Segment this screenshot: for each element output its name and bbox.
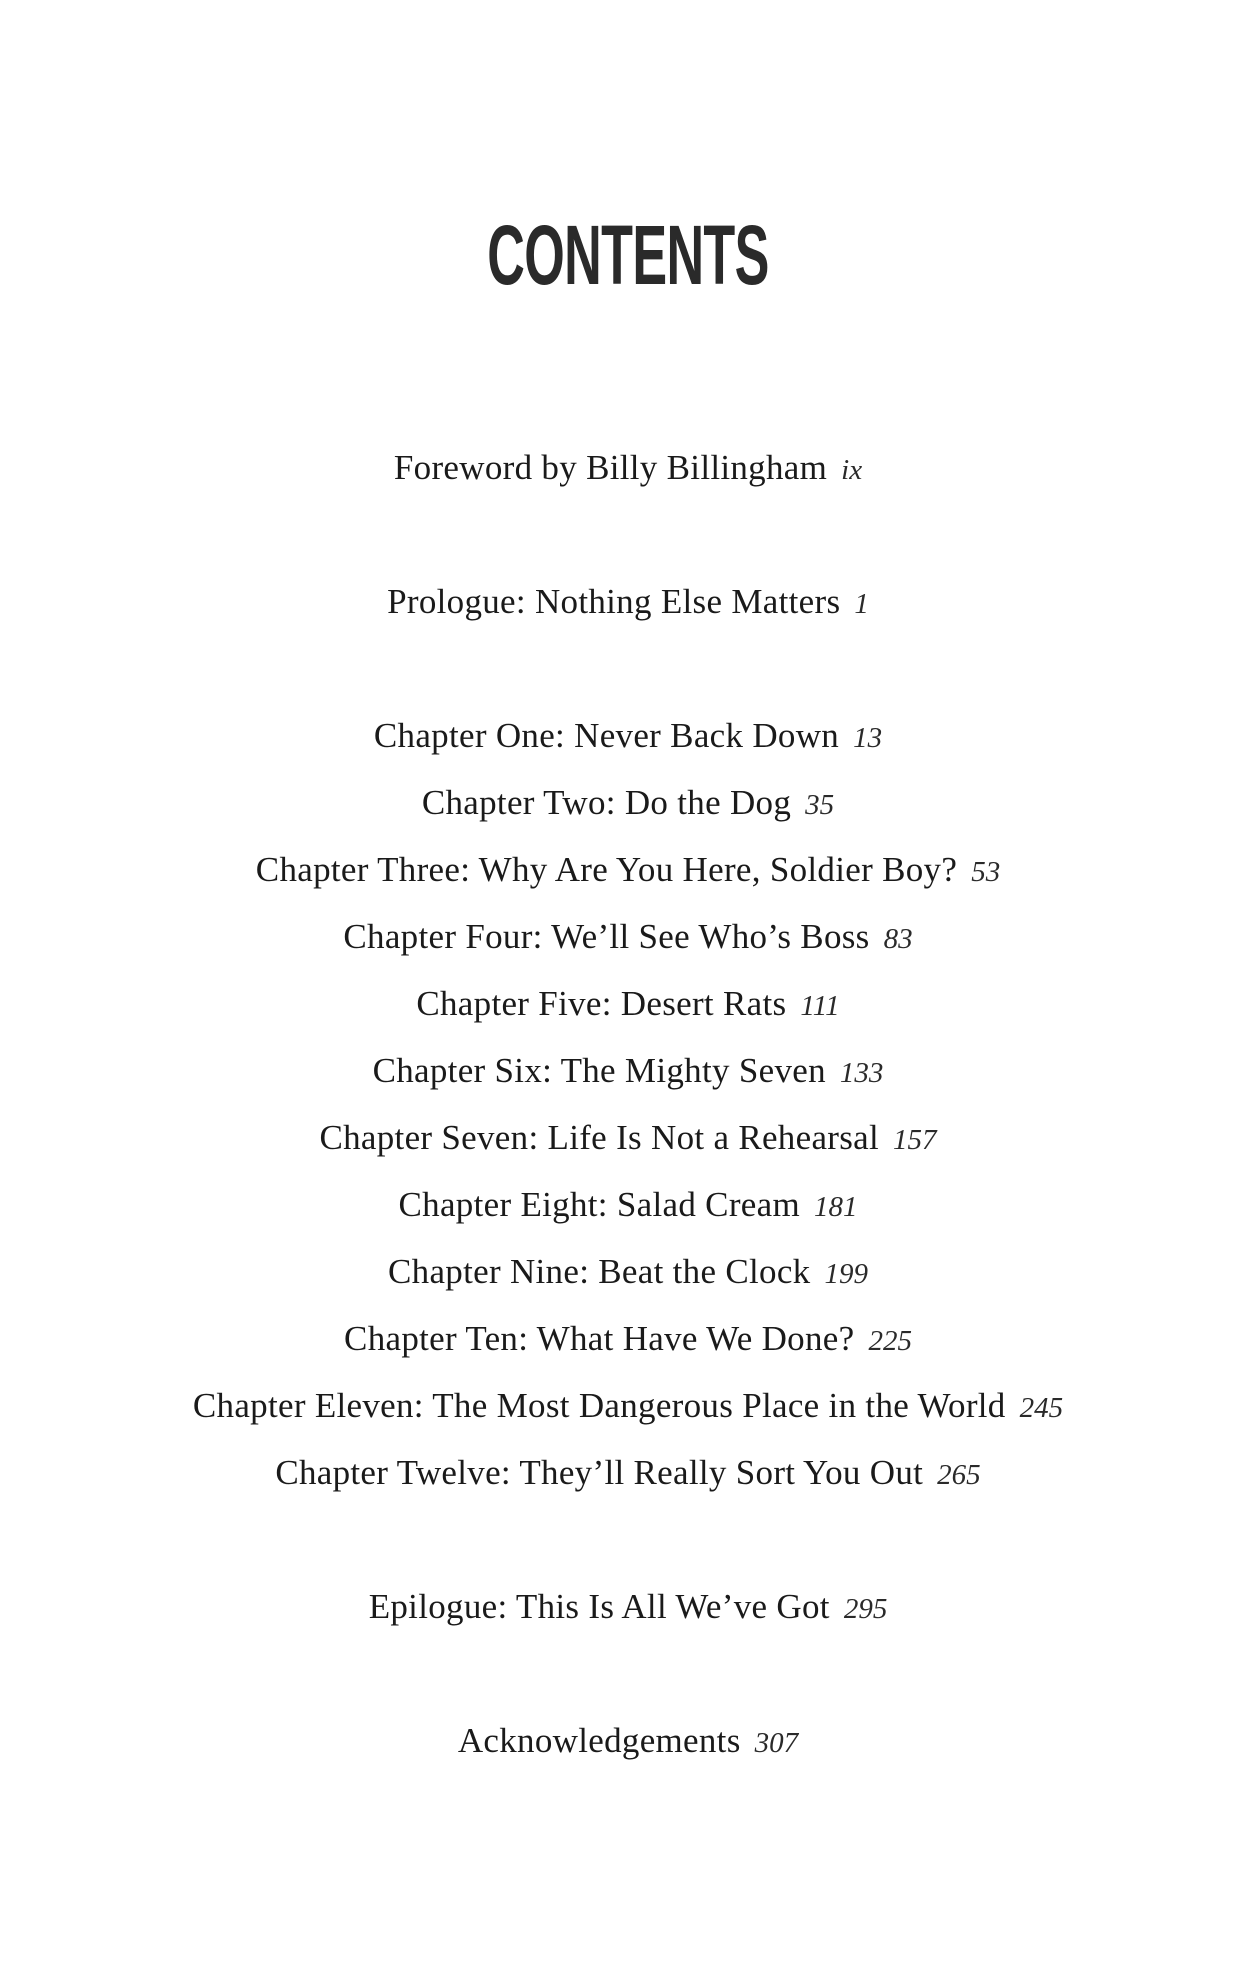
toc-entry-chapter-nine <box>0 1250 1256 1296</box>
toc-entry-page: 35 <box>805 789 835 821</box>
toc-entry-label: Chapter Five: Desert Rats <box>416 984 787 1023</box>
toc-entry-page: 245 <box>1019 1392 1064 1424</box>
toc-entry-chapter-eight <box>0 1183 1256 1229</box>
toc-entry-page: 83 <box>883 923 913 955</box>
toc-entry-page: 157 <box>893 1124 937 1156</box>
toc-entry-chapter-eleven <box>0 1384 1256 1430</box>
toc-entry-chapter-one <box>0 714 1256 760</box>
toc-entry-acknowledgements <box>0 1719 1256 1765</box>
toc-entry-label: Chapter Seven: Life Is Not a Rehearsal <box>319 1118 880 1157</box>
toc-entry-label: Chapter One: Never Back Down <box>373 716 840 755</box>
toc-entry-foreword <box>0 446 1256 492</box>
toc-entry-chapter-seven <box>0 1116 1256 1162</box>
toc-entry-chapter-four <box>0 915 1256 961</box>
toc-entry-label: Chapter Nine: Beat the Clock <box>388 1252 811 1291</box>
toc-entry-page: 307 <box>754 1727 799 1759</box>
toc-entry-chapter-three <box>0 848 1256 894</box>
toc-entry-page: 111 <box>800 990 840 1022</box>
toc-entry-label: Chapter Eight: Salad Cream <box>398 1185 800 1224</box>
toc-entry-page: 53 <box>971 856 1001 888</box>
toc-entry-label: Prologue: Nothing Else Matters <box>387 582 841 621</box>
toc-entry-label: Chapter Six: The Mighty Seven <box>372 1051 826 1090</box>
toc-entry-prologue <box>0 580 1256 626</box>
toc-entry-label: Chapter Two: Do the Dog <box>421 783 792 822</box>
toc-entry-epilogue <box>0 1585 1256 1631</box>
toc-entry-page: 1 <box>854 588 869 620</box>
toc-entry-page: ix <box>841 454 863 486</box>
toc-entry-label: Chapter Four: We’ll See Who’s Boss <box>343 917 870 956</box>
toc-entry-label: Acknowledgements <box>457 1721 741 1760</box>
toc-entry-label: Epilogue: This Is All We’ve Got <box>368 1587 830 1626</box>
toc-entry-chapter-twelve <box>0 1451 1256 1497</box>
toc-entry-label: Chapter Eleven: The Most Dangerous Place in the World <box>192 1386 1006 1425</box>
toc-entry-page: 265 <box>937 1459 981 1491</box>
toc-entry-chapter-ten <box>0 1317 1256 1363</box>
toc-entry-label: Chapter Three: Why Are You Here, Soldier Boy? <box>255 850 958 889</box>
toc-entry-page: 225 <box>868 1325 912 1357</box>
toc-entry-page: 181 <box>813 1191 858 1223</box>
toc-entry-label: Chapter Ten: What Have We Done? <box>344 1319 855 1358</box>
toc-entry-chapter-six <box>0 1049 1256 1095</box>
toc-entry-page: 133 <box>839 1057 884 1089</box>
page-title: CONTENTS <box>487 208 769 302</box>
toc-entry-page: 13 <box>853 722 883 754</box>
toc-entry-label: Foreword by Billy Billingham <box>393 448 828 487</box>
toc-entry-page: 295 <box>843 1593 888 1625</box>
toc-entry-page: 199 <box>824 1258 868 1290</box>
toc-entry-label: Chapter Twelve: They’ll Really Sort You Out <box>275 1453 924 1492</box>
toc-entry-chapter-five <box>0 982 1256 1028</box>
toc-entry-chapter-two <box>0 781 1256 827</box>
